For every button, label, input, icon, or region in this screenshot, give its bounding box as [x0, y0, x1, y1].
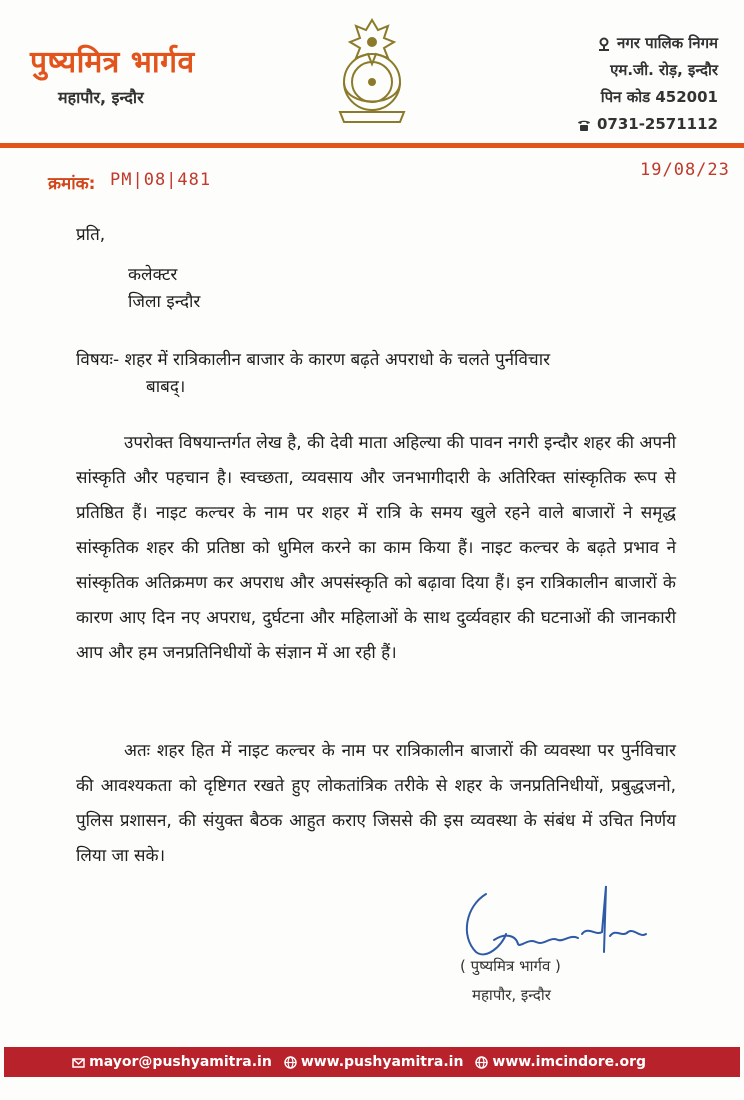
- recipient-line-1: कलेक्टर: [128, 265, 178, 285]
- telephone-icon: [577, 118, 591, 132]
- address-row-phone: [577, 111, 718, 138]
- footer-website-1[interactable]: [284, 1054, 464, 1070]
- email-icon: [72, 1056, 85, 1069]
- letter-paragraph-1: [76, 426, 676, 671]
- municipal-emblem-icon: [330, 16, 414, 132]
- footer-email[interactable]: [72, 1054, 272, 1070]
- signatory-title: महापौर, इन्दौर: [472, 986, 551, 1004]
- address-line-2: एम.जी. रोड़, इन्दौर: [610, 61, 718, 79]
- location-pin-icon: [597, 37, 611, 51]
- subject-line-2: बाबद्।: [146, 377, 186, 397]
- recipient-line-2: जिला इन्दौर: [128, 292, 201, 312]
- footer-bar: [4, 1047, 740, 1077]
- footer-website-1-text: www.pushyamitra.in: [300, 1054, 464, 1070]
- subject-line-1: विषयः- शहर में रात्रिकालीन बाजार के कारण बढ़ते अपराधो के चलते पुर्नविचार: [76, 350, 551, 370]
- reference-number: PM|08|481: [110, 170, 212, 190]
- address-line-3: पिन कोड 452001: [600, 88, 718, 106]
- paragraph-2-text: अतः शहर हित में नाइट कल्चर के नाम पर रात्रिकालीन बाजारों की व्यवस्था पर पुर्नविचार की आवश्यकता को दृष्टिगत रखते हुए लोकतांत्रिक तरीके से शहर के जनप्रतिनिधीयों, प्रबुद्धजनो, पुलिस प्रशासन, की संयुक्त बैठक आहुत कराए जिससे की इस व्यवस्था के संबंध में उचित निर्णय लिया जा सके।: [76, 741, 676, 866]
- header-divider: [0, 143, 744, 148]
- signatory-name: ( पुष्यमित्र भार्गव ): [460, 957, 561, 975]
- paragraph-1-text: उपरोक्त विषयान्तर्गत लेख है, की देवी माता अहिल्या की पावन नगरी इन्दौर शहर की अपनी सांस्कृति और पहचान है। स्वच्छता, व्यवसाय और जनभागीदारी के अतिरिक्त सांस्कृतिक रूप से प्रतिष्ठित हैं। नाइट कल्चर के नाम पर शहर में रात्रि के समय खुले रहने वाले बाजारों ने समृद्ध सांस्कृतिक शहर की प्रतिष्ठा को धुमिल करने का काम किया हैं। नाइट कल्चर के बढ़ते प्रभाव ने सांस्कृतिक अतिक्रमण कर अपराध और अपसंस्कृति को बढ़ावा दिया हैं। इन रात्रिकालीन बाजारों के कारण आए दिन नए अपराध, दुर्घटना और महिलाओं के साथ दुर्व्यवहार की घटनाओं की जानकारी आप और हम जनप्रतिनिधीयों के संज्ञान में आ रही हैं।: [76, 433, 676, 663]
- salutation-to: प्रति,: [76, 225, 106, 245]
- globe-icon: [284, 1056, 297, 1069]
- phone-number: 0731-2571112: [596, 115, 718, 133]
- globe-icon: [475, 1056, 488, 1069]
- letter-paragraph-2: [76, 734, 676, 874]
- footer-website-2-text: www.imcindore.org: [492, 1054, 646, 1070]
- letterhead-address: [577, 30, 718, 138]
- address-row-3: [577, 84, 718, 111]
- address-line-1: नगर पालिक निगम: [617, 34, 718, 52]
- address-row-1: [577, 30, 718, 57]
- address-row-2: [577, 57, 718, 84]
- letterhead-designation: महापौर, इन्दौर: [58, 88, 144, 107]
- footer-website-2[interactable]: [475, 1054, 646, 1070]
- reference-label: क्रमांक:: [48, 174, 96, 194]
- letterhead-name: पुष्यमित्र भार्गव: [30, 45, 195, 80]
- footer-email-text: mayor@pushyamitra.in: [89, 1054, 272, 1070]
- letter-date: 19/08/23: [640, 160, 730, 180]
